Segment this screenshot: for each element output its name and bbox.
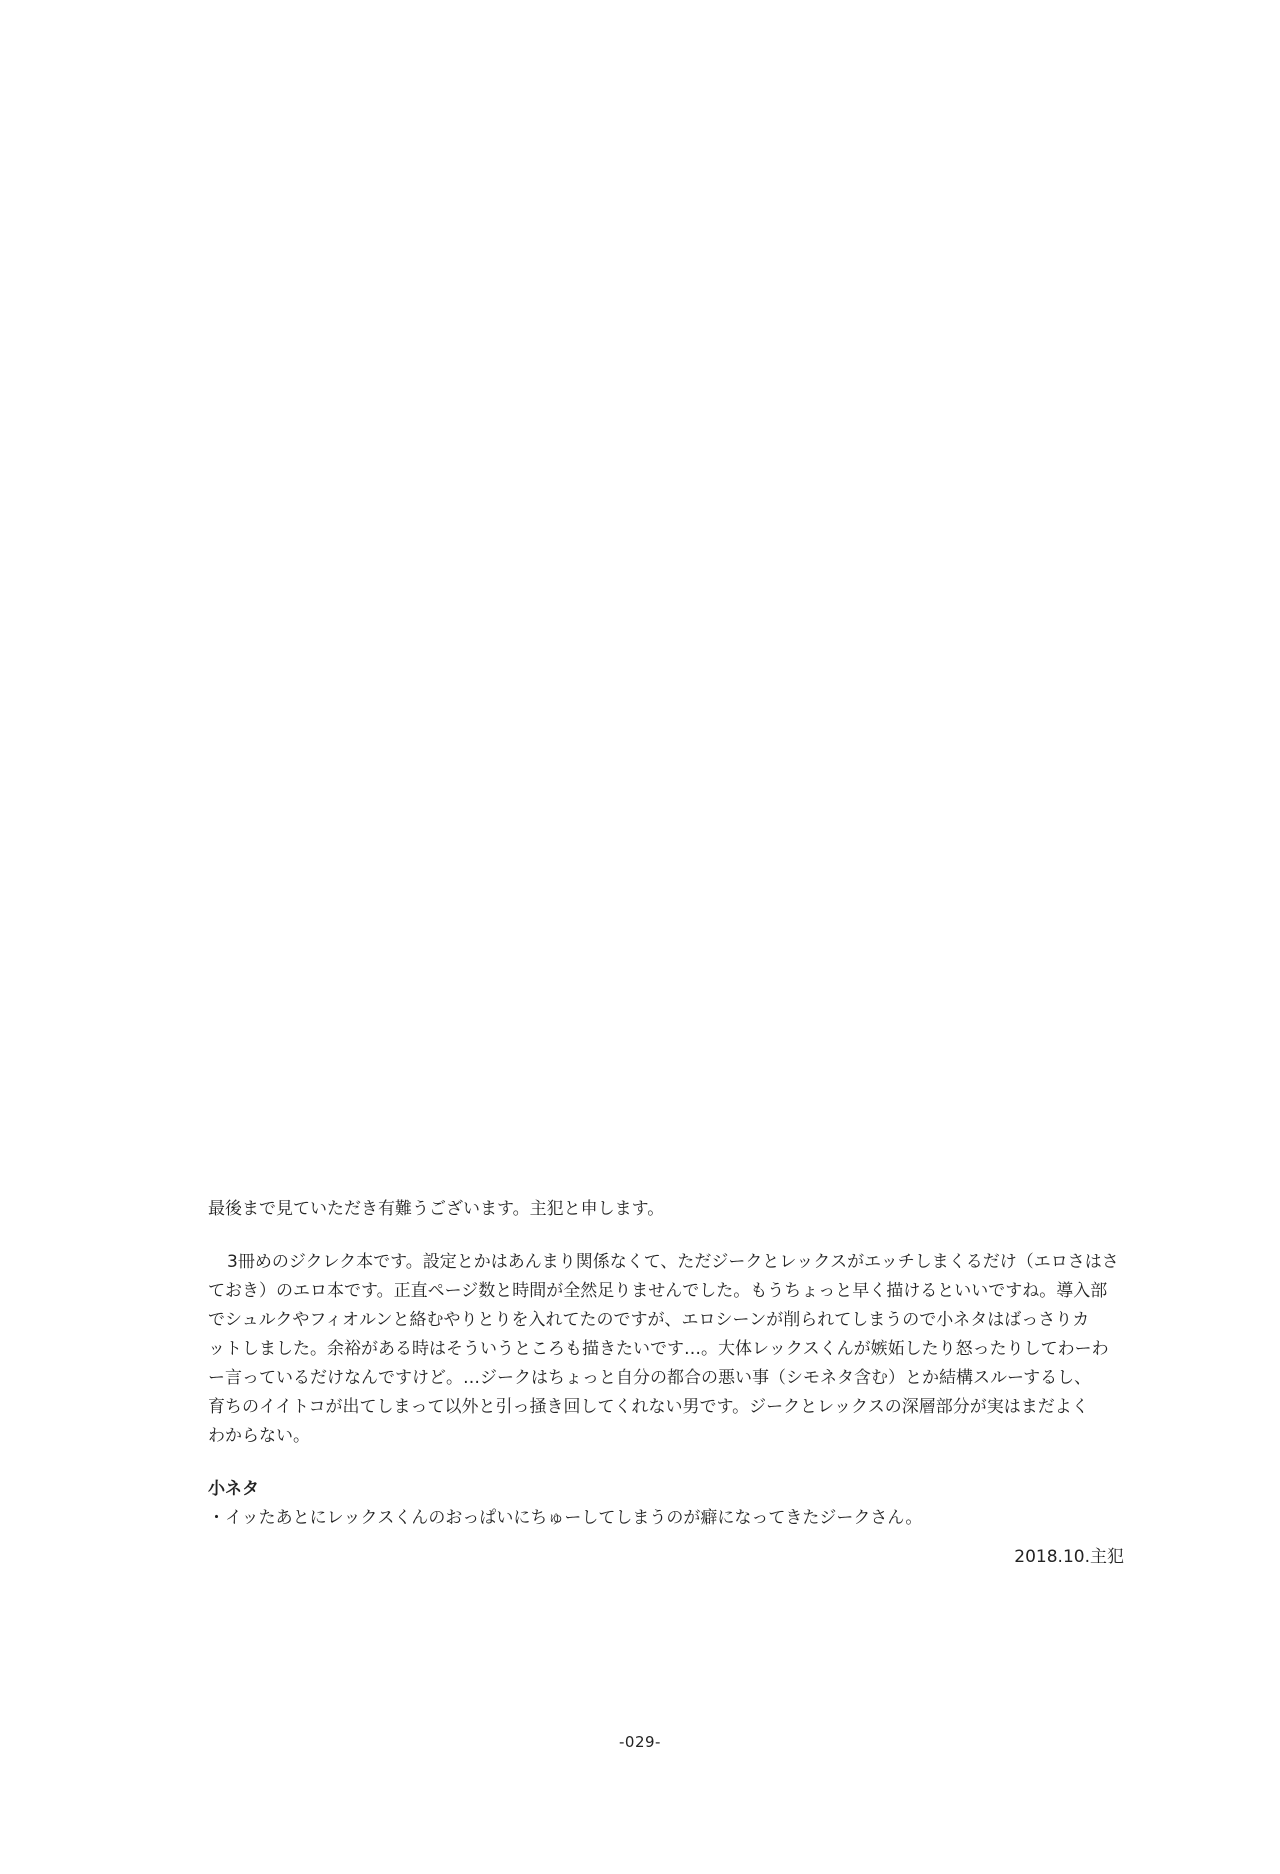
body-line: ておき）のエロ本です。正直ページ数と時間が全然足りませんでした。もうちょっと早く描けるといいですね。導入部 bbox=[208, 1281, 1108, 1301]
body-line: でシュルクやフィオルンと絡むやりとりを入れてたのですが、エロシーンが削られてしまうので小ネタはばっさりカ bbox=[208, 1310, 1090, 1330]
body-line: 3冊めのジクレク本です。設定とかはあんまり関係なくて、ただジークとレックスがエッチしまくるだけ（エロさはさ bbox=[227, 1252, 1119, 1272]
signature-date: 2018.10.主犯 bbox=[1014, 1547, 1124, 1567]
section-item: ・イッたあとにレックスくんのおっぱいにちゅーしてしまうのが癖になってきたジークさん。 bbox=[208, 1508, 923, 1528]
section-heading: 小ネタ bbox=[208, 1479, 259, 1499]
page-number: -029- bbox=[619, 1733, 661, 1751]
body-line: ットしました。余裕がある時はそういうところも描きたいです…。大体レックスくんが嫉妬したり怒ったりしてわーわ bbox=[208, 1339, 1109, 1359]
body-line: ー言っているだけなんですけど。…ジークはちょっと自分の都合の悪い事（シモネタ含む）とか結構スルーするし、 bbox=[208, 1368, 1092, 1388]
afterword-body bbox=[208, 1248, 1128, 1451]
afterword-greeting: 最後まで見ていただき有難うございます。主犯と申します。 bbox=[208, 1199, 665, 1219]
body-line: わからない。 bbox=[208, 1426, 310, 1446]
afterword bbox=[208, 1195, 1128, 1572]
body-line: 育ちのイイトコが出てしまって以外と引っ掻き回してくれない男です。ジークとレックスの深層部分が実はまだよく bbox=[208, 1397, 1089, 1417]
